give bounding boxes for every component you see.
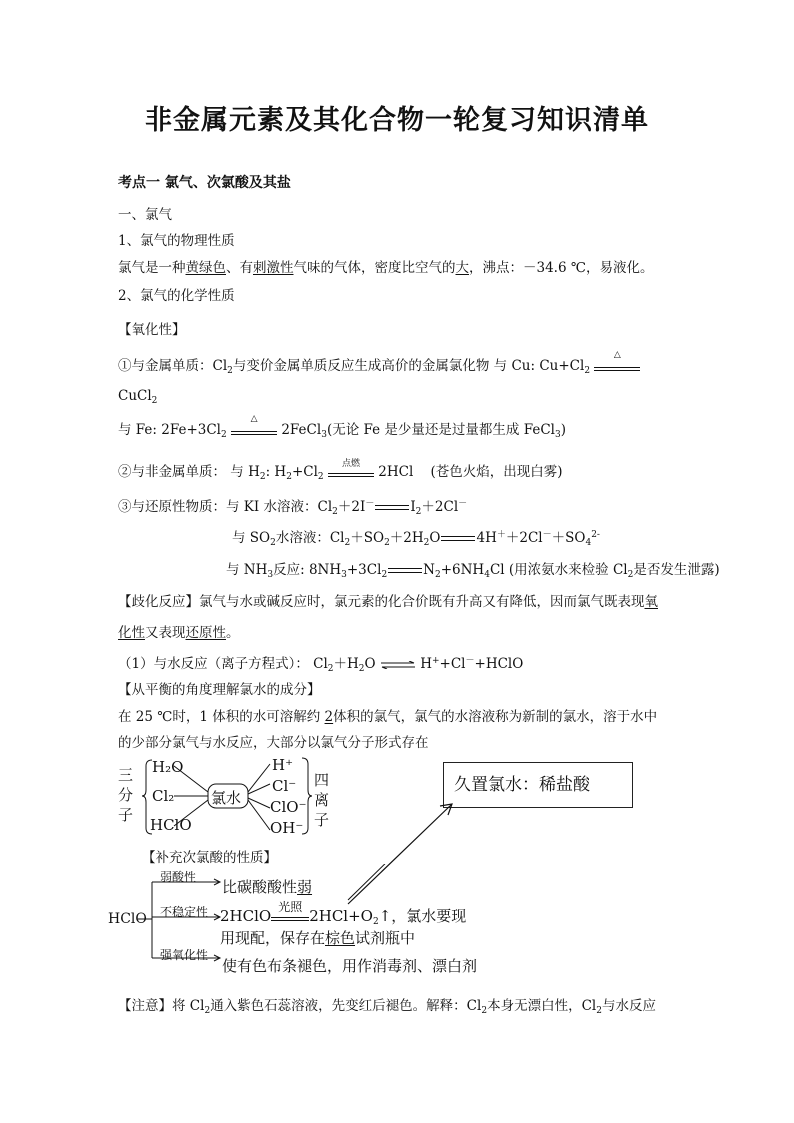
reaction-water: （1）与水反应（离子方程式）： $Cl_2+H_2O$ H++Cl－+HClO (118, 656, 524, 674)
section-heading: 考点一 氯气、次氯酸及其盐 (118, 175, 291, 191)
label-hclo: 【补充次氯酸的性质】 (142, 850, 277, 866)
subheading-chlorine: 一、氯气 (118, 207, 172, 223)
reaction-nonmetal: ②与非金属单质： 与 $H_2$: $H_2+Cl_2$ 点燃 2HCl (苍色火焰，出现白雾) (118, 458, 563, 482)
prop-unstable-desc: 用现配，保存在棕色试剂瓶中 (220, 929, 416, 947)
center-chlorine-water: 氯水 (211, 789, 242, 807)
light-equals-sign: 光照 (271, 910, 309, 924)
balance-text-line2: 的少部分氯气与水反应，大部分以氯气分子形式存在 (118, 735, 429, 751)
heat-equals-sign: △ (231, 424, 277, 438)
ion-cl: Cl⁻ (272, 777, 297, 795)
prop-weak-acid: 弱酸性 (160, 870, 197, 884)
balance-text: 在 25 ℃时，1 体积的水可溶解约 2体积的氯气，氯气的水溶液称为新制的氯水，溶于水中 (118, 709, 658, 725)
heat-equals-sign: △ (594, 360, 640, 374)
reaction-metal-product: CuCl$_2$ (118, 388, 158, 406)
aged-chlorine-water-box: 久置氯水：稀盐酸 (443, 762, 633, 808)
reaction-nh3: 与 $NH_3$反应: $8NH_3+3Cl_2$ $N_2+6NH_4Cl$ (用浓氨水来检验 $Cl_2$是否发生泄露) (226, 562, 720, 580)
ion-oh: OH⁻ (270, 819, 304, 837)
label-oxidizing: 【氧化性】 (118, 322, 186, 338)
disproportionation-line2: 化性又表现还原性。 (118, 625, 240, 641)
aged-arrow-icon (340, 800, 460, 910)
subheading-physical: 1、氯气的物理性质 (118, 233, 235, 249)
mol-hclo: HClO (150, 816, 192, 834)
ion-h: H⁺ (272, 756, 293, 774)
reaction-so2: 与 $SO_2$水溶液：$Cl_2+SO_2+2H_2O$ $4H^++2Cl^-+SO_4^{2-}$ (232, 530, 600, 548)
label-balance: 【从平衡的角度理解氯水的成分】 (118, 682, 321, 698)
physical-properties: 氯气是一种黄绿色、有刺激性气味的气体，密度比空气的大，沸点：－34.6 ℃，易液化。 (118, 260, 654, 276)
page-title: 非金属元素及其化合物一轮复习知识清单 (145, 105, 649, 136)
diagram-right-label: 四 离 子 (314, 771, 330, 829)
prop-oxidizing: 强氧化性 (160, 948, 209, 962)
ignite-equals-sign: 点燃 (328, 466, 374, 480)
prop-oxidizing-desc: 使有色布条褪色，用作消毒剂、漂白剂 (222, 957, 478, 975)
ion-clo: ClO⁻ (270, 798, 307, 816)
mol-cl2: Cl₂ (152, 787, 175, 805)
reaction-ki: ③与还原性物质：与 KI 水溶液：$Cl_2+2I^-$ $I_2+2Cl^-$ (118, 499, 468, 517)
reversible-arrow-icon (380, 661, 416, 669)
disproportionation: 【歧化反应】氯气与水或碱反应时，氯元素的化合价既有升高又有降低，因而氯气既表现氧 (118, 594, 658, 610)
hclo-root: HClO (108, 911, 147, 927)
prop-unstable: 不稳定性 (160, 905, 209, 919)
reaction-fe: 与 Fe: $2Fe+3Cl_2$ △ 2FeCl$_3$(无论 Fe 是少量还是过量都生成 FeCl$_3$) (118, 413, 566, 440)
reaction-metal: ①与金属单质：$Cl_2$与变价金属单质反应生成高价的金属氯化物 与 Cu: $Cu+Cl_2$ △ (118, 354, 640, 376)
prop-unstable-eq: 2HClO 光照 $2HCl+O_2↑$，氯水要现 (220, 900, 467, 927)
note: 【注意】将 $Cl_2$通入紫色石蕊溶液，先变红后褪色。解释：$Cl_2$本身无漂白性，$Cl_2$与水反应 (118, 998, 656, 1016)
diagram-left-label: 三 分 子 (118, 766, 134, 824)
subheading-chemical: 2、氯气的化学性质 (118, 288, 235, 304)
prop-weak-acid-desc: 比碳酸酸性弱 (222, 878, 313, 896)
mol-h2o: H₂O (152, 758, 184, 776)
